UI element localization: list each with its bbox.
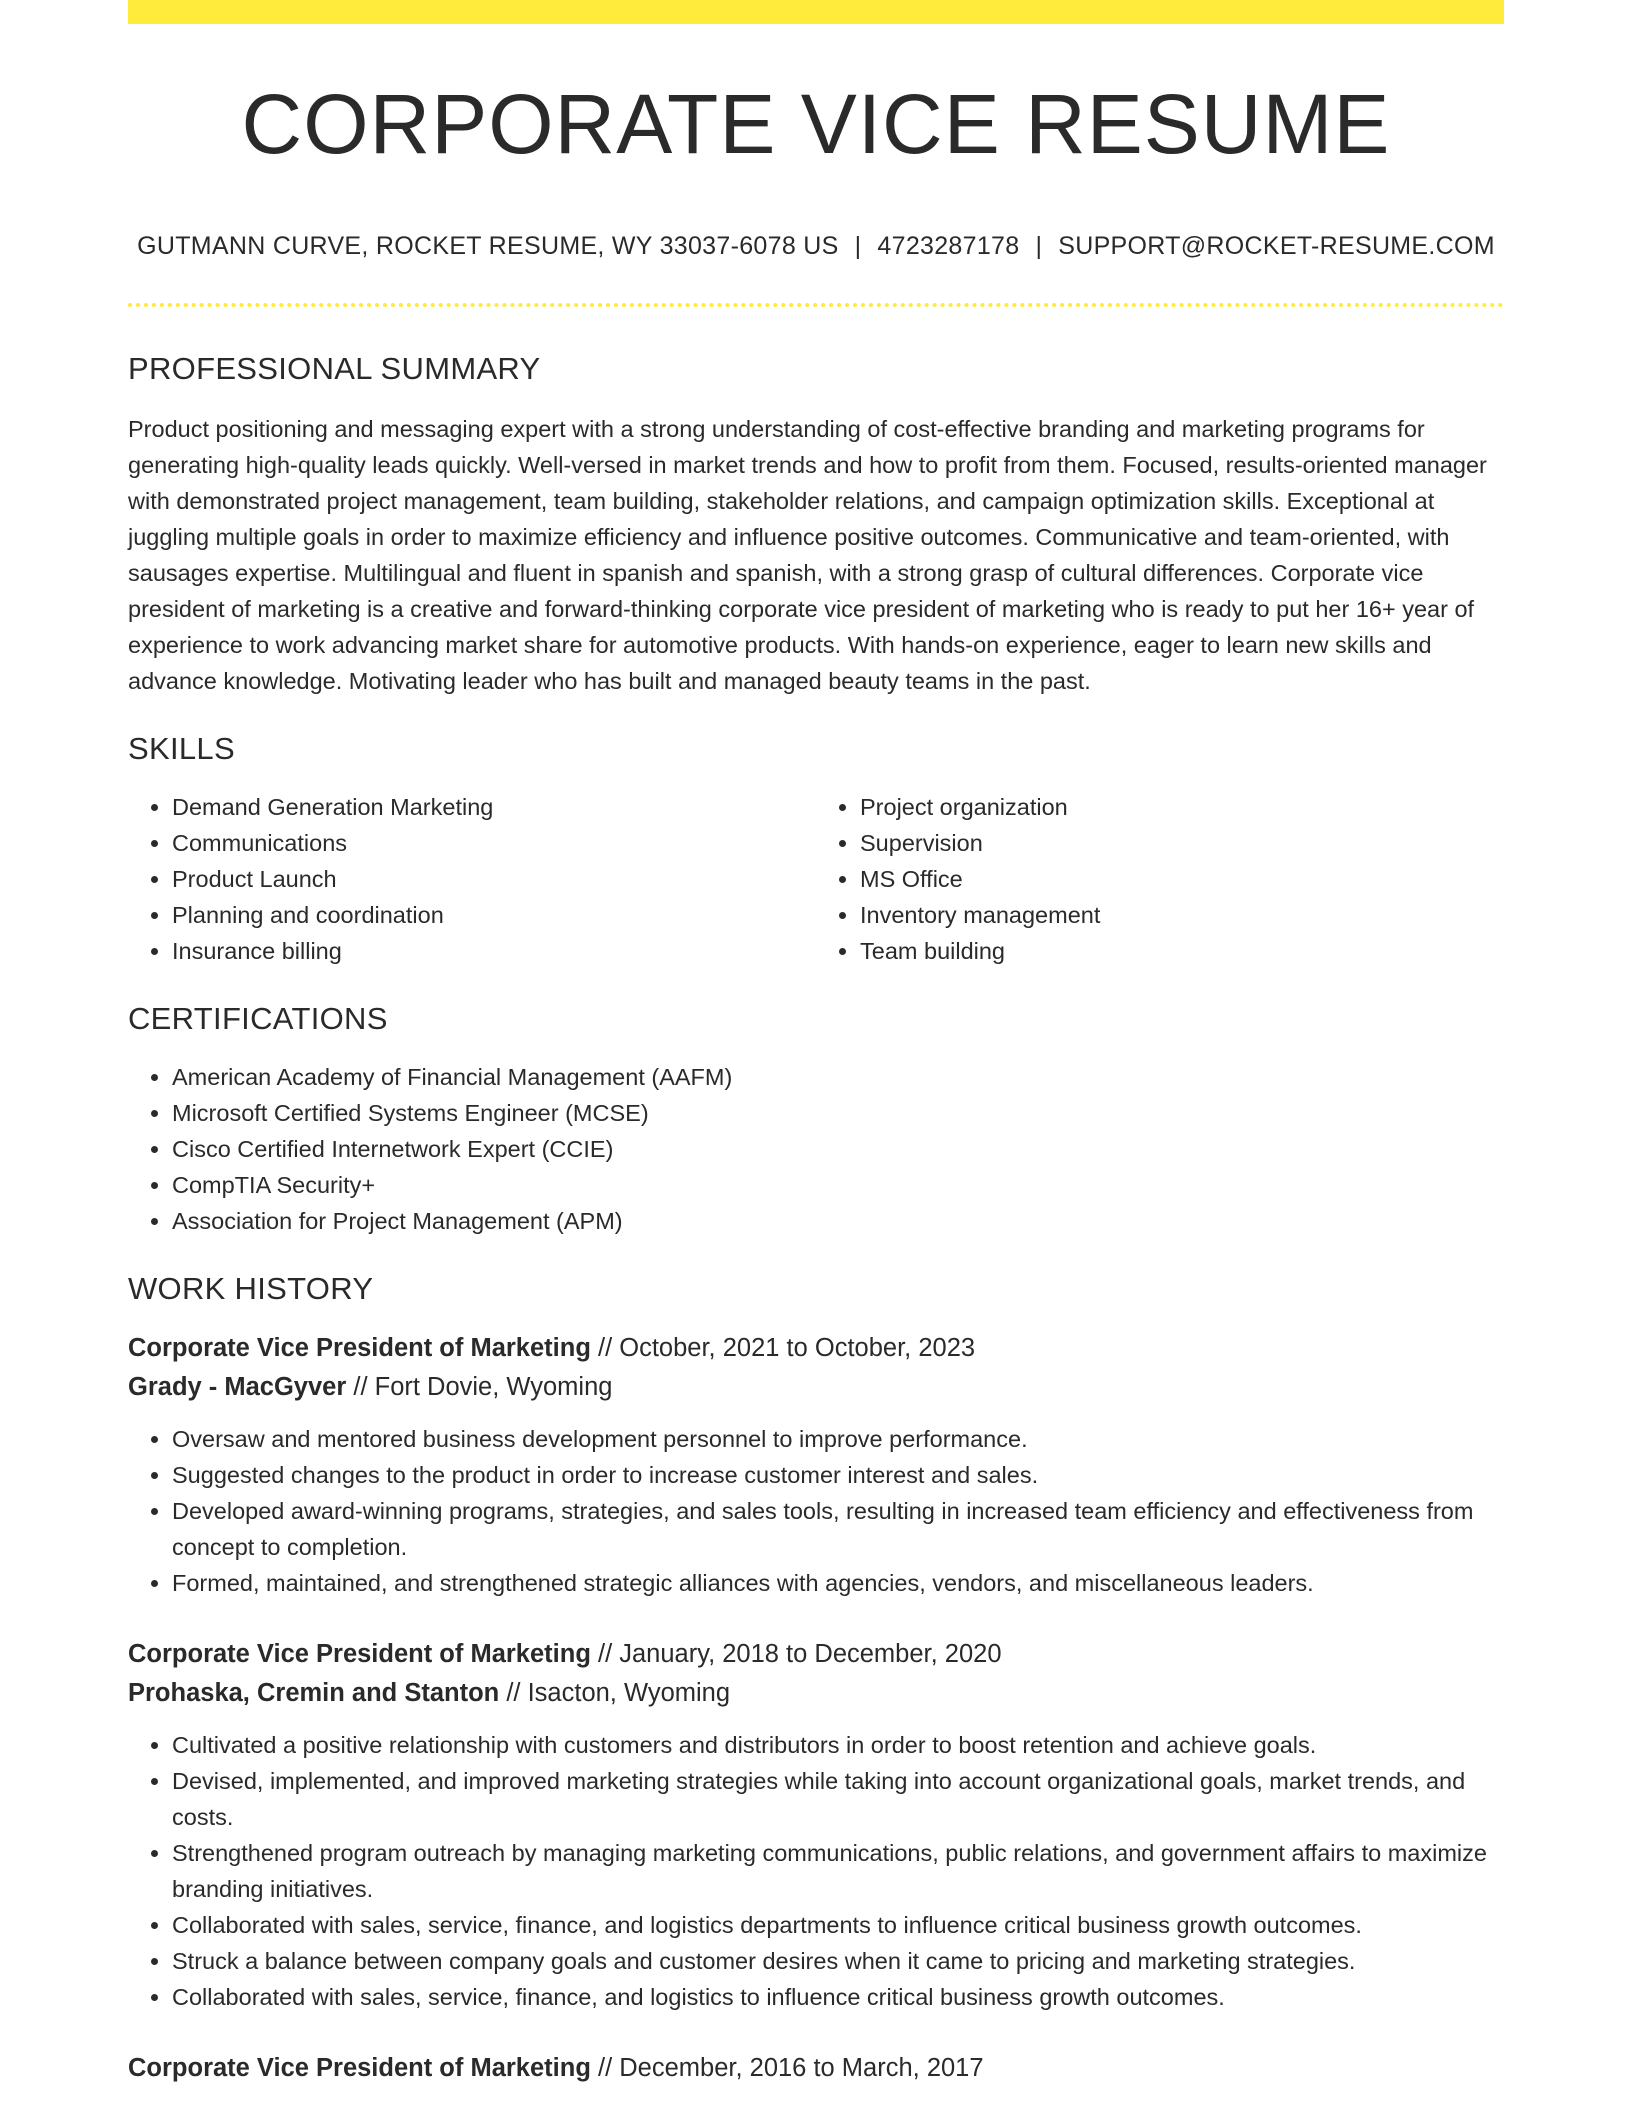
job-bullet: • Strengthened program outreach by managing marketing communications, public relations, and government affairs to maximize branding initiatives. <box>172 1835 1504 1907</box>
job-entry <box>128 2049 1504 2088</box>
skill-item: • Team building <box>860 933 1504 969</box>
job-bullet: • Developed award-winning programs, strategies, and sales tools, resulting in increased team efficiency and effectiveness from concept to completion. <box>172 1493 1504 1565</box>
job-dates: // December, 2016 to March, 2017 <box>590 2054 984 2082</box>
job-entry <box>128 1329 1504 1601</box>
resume-page <box>128 0 1504 2088</box>
job-bullet: • Devised, implemented, and improved marketing strategies while taking into account organizational goals, market trends, and costs. <box>172 1763 1504 1835</box>
job-company-line <box>128 1368 1504 1407</box>
job-bullet: • Formed, maintained, and strengthened strategic alliances with agencies, vendors, and miscellaneous leaders. <box>172 1565 1504 1601</box>
skills-columns <box>128 789 1504 969</box>
job-company: Grady - MacGyver <box>128 1373 347 1401</box>
skills-heading: SKILLS <box>128 731 235 766</box>
skill-item: • Communications <box>172 825 816 861</box>
skills-right-list <box>816 789 1504 969</box>
resume-title: CORPORATE VICE RESUME <box>241 77 1391 171</box>
job-title: Corporate Vice President of Marketing <box>128 2054 591 2082</box>
certification-item: • CompTIA Security+ <box>172 1167 1504 1203</box>
job-bullet: • Collaborated with sales, service, finance, and logistics to influence critical business growth outcomes. <box>172 1979 1504 2015</box>
skill-item: • Demand Generation Marketing <box>172 789 816 825</box>
dotted-divider <box>128 303 1504 307</box>
job-company: Prohaska, Cremin and Stanton <box>128 1679 500 1707</box>
skill-item: • Planning and coordination <box>172 897 816 933</box>
job-title: Corporate Vice President of Marketing <box>128 1334 591 1362</box>
summary-heading: PROFESSIONAL SUMMARY <box>128 351 541 386</box>
skill-item: • Project organization <box>860 789 1504 825</box>
job-bullet: • Suggested changes to the product in order to increase customer interest and sales. <box>172 1457 1504 1493</box>
skill-item: • Product Launch <box>172 861 816 897</box>
job-dates: // October, 2021 to October, 2023 <box>590 1334 976 1362</box>
certification-item: • Cisco Certified Internetwork Expert (CCIE) <box>172 1131 1504 1167</box>
job-title-line <box>128 1329 1504 1368</box>
certification-item: • Association for Project Management (APM) <box>172 1203 1504 1239</box>
job-bullets <box>128 1727 1504 2015</box>
contact-separator: | <box>1035 232 1043 260</box>
contact-line <box>128 232 1504 261</box>
job-location: // Isacton, Wyoming <box>499 1679 731 1707</box>
job-title-line <box>128 2049 1504 2088</box>
certification-item: • American Academy of Financial Management (AAFM) <box>172 1059 1504 1095</box>
certifications-list <box>128 1059 1504 1239</box>
skill-item: • Inventory management <box>860 897 1504 933</box>
job-title-line <box>128 1635 1504 1674</box>
job-bullets <box>128 1421 1504 1601</box>
job-bullet: • Cultivated a positive relationship with customers and distributors in order to boost retention and achieve goals. <box>172 1727 1504 1763</box>
top-accent-bar <box>128 0 1504 24</box>
job-title: Corporate Vice President of Marketing <box>128 1640 591 1668</box>
skill-item: • MS Office <box>860 861 1504 897</box>
contact-email: SUPPORT@ROCKET-RESUME.COM <box>1058 232 1495 260</box>
job-bullet: • Oversaw and mentored business development personnel to improve performance. <box>172 1421 1504 1457</box>
job-location: // Fort Dovie, Wyoming <box>346 1373 613 1401</box>
contact-phone: 4723287178 <box>877 232 1020 260</box>
work-history-heading: WORK HISTORY <box>128 1271 374 1306</box>
contact-address: GUTMANN CURVE, ROCKET RESUME, WY 33037-6078 US <box>137 232 839 260</box>
skill-item: • Supervision <box>860 825 1504 861</box>
skills-left-list <box>128 789 816 969</box>
certification-item: • Microsoft Certified Systems Engineer (MCSE) <box>172 1095 1504 1131</box>
skill-item: • Insurance billing <box>172 933 816 969</box>
job-entry <box>128 1635 1504 2015</box>
certifications-heading: CERTIFICATIONS <box>128 1001 388 1036</box>
summary-text: Product positioning and messaging expert with a strong understanding of cost-effective branding and marketing programs for generating high-quality leads quickly. Well-versed in market trends and how to profit from them. Focused, results-oriented manager with demonstrated project management, team building, stakeholder relations, and campaign optimization skills. Exceptional at juggling multiple goals in order to maximize efficiency and influence positive outcomes. Communicative and team-oriented, with sausages expertise. Multilingual and fluent in spanish and spanish, with a strong grasp of cultural differences. Corporate vice president of marketing is a creative and forward-thinking corporate vice president of marketing who is ready to put her 16+ year of experience to work advancing market share for automotive products. With hands-on experience, eager to learn new skills and advance knowledge. Motivating leader who has built and managed beauty teams in the past. <box>128 416 1487 694</box>
job-bullet: • Struck a balance between company goals and customer desires when it came to pricing and marketing strategies. <box>172 1943 1504 1979</box>
job-bullet: • Collaborated with sales, service, finance, and logistics departments to influence critical business growth outcomes. <box>172 1907 1504 1943</box>
job-dates: // January, 2018 to December, 2020 <box>590 1640 1002 1668</box>
contact-separator: | <box>854 232 862 260</box>
job-company-line <box>128 1674 1504 1713</box>
